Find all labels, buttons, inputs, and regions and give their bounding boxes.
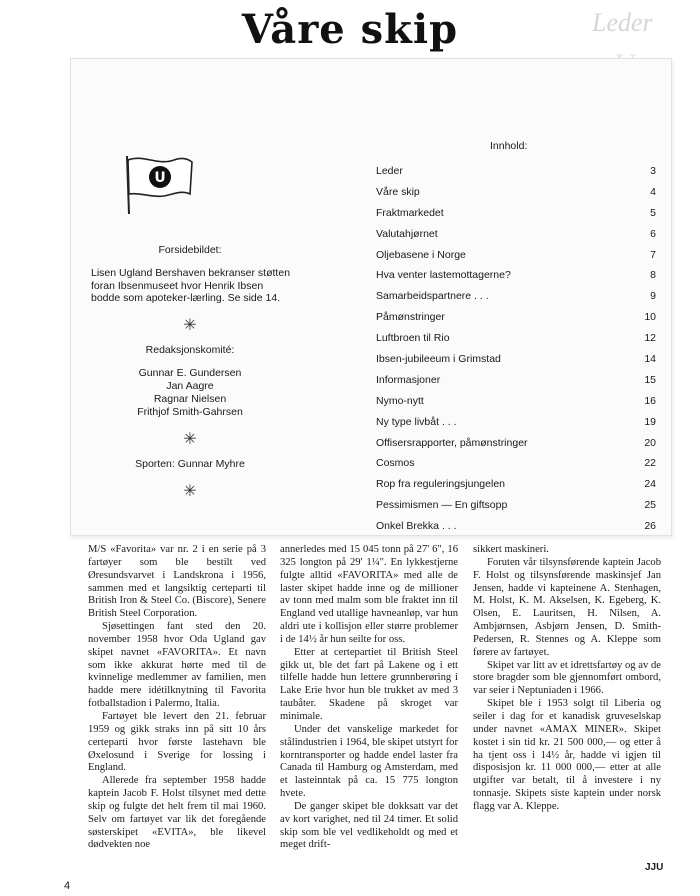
toc-item-label: Onkel Brekka . . . (376, 520, 457, 533)
cover-caption-text: Lisen Ugland Bershaven bekranser støtten foran Ibsenmuseet hvor Henrik Ibsen bodde som apoteker-lærling. Se side 14. (91, 267, 291, 304)
table-of-contents (376, 164, 656, 540)
toc-item (376, 373, 656, 394)
toc-item-label: Offisersrapporter, påmønstringer (376, 436, 528, 449)
article-paragraph: Skipet var litt av et idrettsfartøy og av de store bragder som ble gjennomført ombord, var seier i Neptuniaden i 1966. (473, 659, 661, 697)
toc-item (376, 227, 656, 248)
toc-item-label: Cosmos (376, 457, 415, 470)
toc-item-page: 20 (644, 436, 656, 449)
article-paragraph: annerledes med 15 045 tonn på 27' 6", 16 325 longton på 29' 1¼". En lykkestjerne fulgte alltid «FAVORITA» med alle de laster skipet hadde inne og de millioner av tonn med malm som ble fraktet inn til England ved utallige havneanløp, var hun aldri ute i kollisjon eller større problemer i de 14½ år hun seilte for oss. (280, 544, 458, 645)
separator-star: ✳ (183, 430, 197, 448)
article-paragraph: sikkert maskineri. (473, 544, 549, 555)
cover-caption-heading: Forsidebildet: (158, 244, 222, 256)
toc-item (376, 352, 656, 373)
bleed-through-text: Leder (592, 8, 653, 37)
sports-editor: Sporten: Gunnar Myhre (135, 457, 245, 470)
company-flag-logo (118, 150, 198, 216)
article-paragraph: Sjøsettingen fant sted den 20. november 1958 hvor Oda Ugland gav skipet navnet «FAVORITA». Et navn som ikke akkurat hørte med til de kvinnelige medlemmer av familien, men hadde mere idétilknytning til Favorita fotballstadion i Palermo, Italia. (88, 621, 266, 710)
toc-item-label: Leder (376, 165, 403, 177)
masthead-column (91, 244, 291, 510)
toc-item (376, 185, 656, 206)
toc-item (376, 456, 656, 477)
toc-item (376, 394, 656, 415)
svg-text:U: U (154, 170, 166, 186)
article-paragraph: Allerede fra september 1958 hadde kaptein Jacob F. Holst tilsynet med dette skip og fulgte det helt frem til mai 1960. Selv om fartøyet var lik det foregående søsterskipet «EVITA», ble likevel dødvekten noe (88, 775, 266, 851)
article-paragraph: Fartøyet ble levert den 21. februar 1959 og gikk straks inn på sitt 10 års certeparti hvor første lastehavn ble Øxelosund i Sverige for lossing i England. (88, 710, 266, 774)
committee-member: Ragnar Nielsen (153, 392, 227, 405)
article-column-1 (88, 544, 266, 852)
toc-item-page: 26 (644, 520, 656, 533)
toc-item (376, 289, 656, 310)
toc-item-label: Luftbroen til Rio (376, 332, 450, 345)
toc-item (376, 206, 656, 227)
toc-item-page: 5 (650, 206, 656, 219)
toc-item-label: Våre skip (376, 185, 420, 198)
toc-item-label: Nymo-nytt (376, 394, 424, 407)
toc-item-label: Rop fra reguleringsjungelen (376, 478, 505, 491)
toc-item-label: Informasjoner (376, 373, 441, 386)
separator-star: ✳ (183, 316, 197, 334)
toc-item-page: 16 (644, 394, 656, 407)
separator-star: ✳ (183, 482, 197, 500)
committee-heading: Redaksjonskomité: (145, 343, 235, 356)
toc-item-label: Oljebasene i Norge (376, 248, 466, 261)
toc-item-page: 12 (644, 332, 656, 345)
committee-member: Jan Aagre (166, 379, 214, 392)
toc-item-page: 24 (644, 478, 656, 491)
toc-item (376, 331, 656, 352)
toc-item (376, 519, 656, 540)
toc-item-label: Valutahjørnet (376, 227, 438, 240)
toc-item (376, 477, 656, 498)
article-paragraph: Foruten vår tilsynsførende kaptein Jacob F. Holst og tilsynsførende maskinsjef Jan Jensen, hadde vi kapteinene A. Stenhagen, M. Holst, K. M. Akselsen, K. Egeberg, K. Olsen, E. Lauritsen, H. Nilsen, A. Ambjørnsen, Asbjørn Jensen, D. Smith-Pedersen, R. Stennes og A. Kleppe som førere av fartøyet. (473, 556, 661, 658)
toc-item (376, 310, 656, 331)
toc-item (376, 268, 656, 289)
toc-item-page: 14 (644, 353, 656, 366)
article-paragraph: Etter at certepartiet til British Steel gikk ut, ble det fart på Lakene og i ett tilfelle hadde hun lettere grunnberøring i Lake Erie hvor hun ble trukket av med 3 taubåter. Skadene på skroget var minimale. (280, 646, 458, 722)
page-number: 4 (64, 880, 71, 892)
toc-item-page: 22 (644, 457, 656, 470)
article-column-2 (280, 544, 458, 852)
committee-member: Gunnar E. Gundersen (138, 366, 242, 379)
toc-item-page: 15 (644, 373, 656, 386)
toc-item-label: Pessimismen — En giftsopp (376, 499, 508, 512)
toc-item-page: 3 (650, 165, 656, 177)
article-paragraph: Skipet ble i 1953 solgt til Liberia og seiler i dag for et kanadisk gruveselskap under navnet «AMAX MINER». Skipet kostet i sin tid kr. 21 500 000,— og etter å ha tjent oss i 14½ år, hadde vi igjen til disposisjon kr. 11 000 000,— etter at alle utgifter var betalt, til å investere i ny tonnasje. Skipets siste kaptein under norsk flagg var A. Kleppe. (473, 698, 661, 812)
committee-member: Frithjof Smith-Gahrsen (137, 405, 243, 418)
toc-item (376, 415, 656, 436)
toc-item-label: Fraktmarkedet (376, 206, 444, 219)
article-paragraph: Under det vanskelige markedet for stålindustrien i 1964, ble skipet utstyrt for korntransporter og hadde endel laster fra Canada til Hamburg og Amsterdam, med et lasteinntak på ca. 15 775 longton hvete. (280, 723, 458, 800)
toc-item-page: 7 (650, 248, 656, 261)
toc-item (376, 498, 656, 519)
toc-item-page: 19 (644, 415, 656, 428)
article-paragraph: M/S «Favorita» var nr. 2 i en serie på 3 fartøyer som ble bestilt ved Øresundsvarvet i Landskrona i 1956, sammen med et langsiktig certeparti til British Iron & Steel Co. (Biscore), Senere British Steel Corporation. (88, 544, 266, 620)
toc-item-page: 8 (650, 269, 656, 282)
article-paragraph: De ganger skipet ble dokksatt var det av kort varighet, ned til 24 timer. Et solid skip som ble vel vedlikeholdt og med et meget drift- (280, 800, 458, 851)
toc-item (376, 436, 656, 457)
author-signature: JJU (645, 862, 664, 873)
toc-item-page: 4 (650, 185, 656, 198)
toc-item (376, 248, 656, 269)
article-column-3 (473, 544, 661, 814)
toc-item-page: 25 (644, 499, 656, 512)
toc-item-label: Samarbeidspartnere . . . (376, 290, 489, 303)
toc-item-page: 9 (650, 290, 656, 303)
toc-item-label: Påmønstringer (376, 311, 445, 324)
toc-item-label: Ibsen-jubileeum i Grimstad (376, 353, 501, 366)
page-title: Våre skip (241, 6, 459, 53)
toc-heading: Innhold: (490, 140, 528, 152)
toc-item-page: 10 (644, 311, 656, 324)
toc-item-page: 6 (650, 227, 656, 240)
toc-item (376, 164, 656, 185)
toc-item-label: Hva venter lastemottagerne? (376, 269, 511, 282)
toc-item-label: Ny type livbåt . . . (376, 415, 457, 428)
